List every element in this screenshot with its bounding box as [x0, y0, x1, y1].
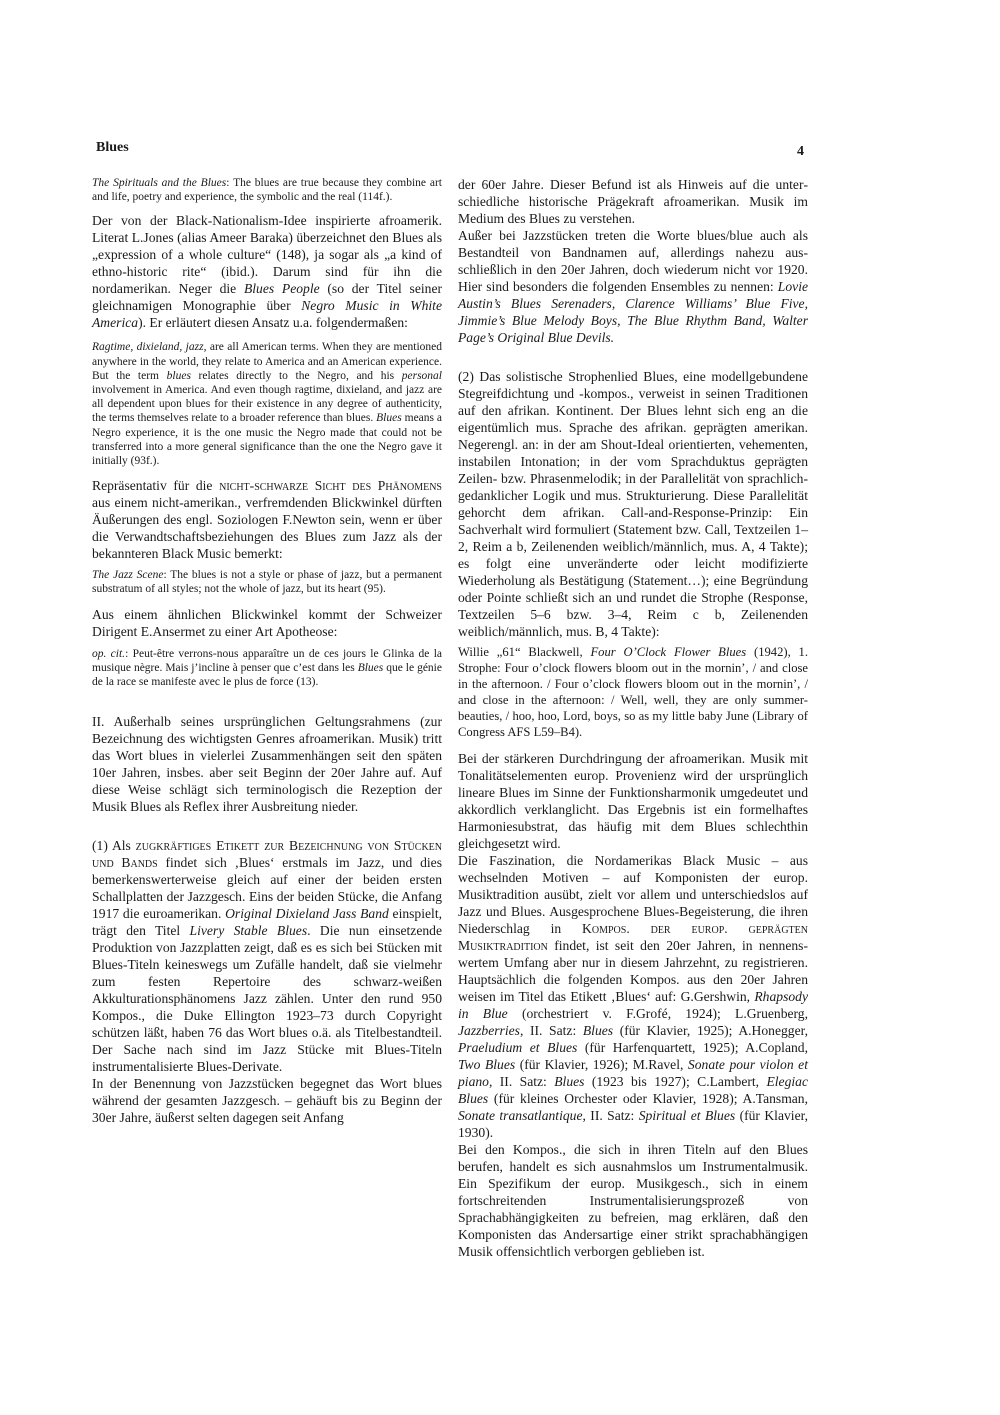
page-number: 4 — [797, 144, 804, 159]
body-paragraph: II. Außerhalb seines ursprünglichen Geltungsrahmens (zur Bezeichnung des wichtigsten Genres afroamerikan. Musik) tritt das Wort blues in vielerlei Zusammenhängen seit den späten 10er Jahren, insbes. aber seit Beginn der 20er Jahre auf. Auf diese Weise schlägt sich terminologisch die Rezeption der Musik Blues als Reflex ihrer Ausbreitung nieder. — [92, 714, 442, 815]
example-paragraph: Willie „61“ Blackwell, Four O’Clock Flower Blues (1942), 1. Strophe: Four o’clock flowers bloom out in the mornin’, / and close in the afternoon. / Four o’clock flowers bloom out in the mornin’, / and close in the afternoon: / Well, well, they are only summer-beauties, / hoo, hoo, Lord, boys, so as my little baby June (Library of Congress AFS L59–B4). — [458, 645, 809, 739]
body-paragraph: der 60er Jahre. Dieser Befund ist als Hinweis auf die unterschiedliche historische Prägekraft afroamerikan. Musik im Medium des Blues zu verstehen. — [458, 177, 808, 226]
body-paragraph: Repräsentativ für die nicht-schwarze Sicht des Phänomens aus einem nicht-amerikan., verfremdenden Blickwinkel dürften Äußerungen des engl. Soziologen F.Newton sein, wenn er über die Verwandtschaftsbeziehungen des Blues zum Jazz als der bekannteren Black Music bemerkt: — [92, 478, 442, 562]
running-head: Blues — [96, 140, 129, 155]
quote-paragraph: The Jazz Scene: The blues is not a style or phase of jazz, but a permanent substratum of all styles; not the whole of jazz, but its heart (95). — [92, 569, 442, 596]
body-paragraph: (2) Das solistische Strophenlied Blues, eine modellgebundene Stegreifdichtung und -kompos., verweist in seinen Traditionen auf den afrikan. Kontinent. Der Blues lehnt sich eng an die eigentümlich mus. Sprache des afrikan. geprägten amerikan. Negerengl. an: in der am Shout-Ideal orientierten, vehementen, instabilen Intonation; in der vom Sprachduktus geprägten Zeilen- bzw. Phrasenmelodik; in der Parallelität von sprachlich-gedanklicher Logik und mus. Strukturierung. Diese Parallelität gehorcht dem afrikan. Call-and-Response-Prinzip: Ein Sachverhalt wird formuliert (Statement bzw. Call, Textzeilen 1–2, Reim a b, Zeilenenden weiblich/männlich, mus. A, 4 Takte); es folgt eine unveränderte oder leicht modifizierte Wiederholung als Bestätigung (Statement…); eine Begründung oder Pointe schließt sich an und rundet die Strophe (Response, Textzeilen 5–6 bzw. 3–4, Reim c b, Zeilenenden weiblich/männlich, mus. B, 4 Takte): — [458, 369, 808, 639]
body-paragraph: Bei der stärkeren Durchdringung der afroamerikan. Musik mit Tonalitätselementen europ. Provenienz wird der ursprünglich lineare Blues im Sinne der Funktionsharmonik umgedeutet und akkordlich verklanglicht. Das Ergebnis ist ein formelhaftes Harmoniesubstrat, das häufig mit dem Blues schlechthin gleichgesetzt wird. — [458, 751, 808, 851]
body-paragraph: (1) Als zugkräftiges Etikett zur Bezeichnung von Stücken und Bands findet sich ‚Blues‘ erstmals im Jazz, und dies bemerkenswerterweise gleich auf einer der beiden ersten Schallplatten der Jazzgesch. Eins der beiden Stücke, die Anfang 1917 die euroamerikan. Original Dixieland Jass Band einspielt, trägt den Titel Livery Stable Blues. Die nun einsetzende Produktion von Jazzplatten zeigt, daß es es sich bei Stücken mit Blues-Titeln keineswegs um Zufälle handelt, daß sie vielmehr zum festen Repertoire des schwarz-weißen Akkulturationsphänomens Jazz zählen. Unter den rund 950 Kompos., die Duke Ellington 1923–73 durch Copyright schützen läßt, haben 76 das Wort blues o.ä. als Titelbestandteil. Der Sache nach sind im Jazz Stücke mit Blues-Titeln instrumentalisierte Blues-Derivate. — [92, 838, 442, 1075]
body-paragraph: Die Faszination, die Nordamerikas Black Music – aus wechselnden Motiven – auf Komponisten der europ. Musiktradition ausübt, zielt vor allem und unterschiedslos auf Jazz und Blues. Ausgesprochene Blues-Begeisterung, die ihren Niederschlag in Kompos. der europ. geprägten Musiktradition findet, ist seit den 20er Jahren, in nennenswertem Umfang aber nur in diesem Jahrzehnt, zu registrieren. Hauptsächlich die folgenden Kompos. aus den 20er Jahren weisen im Titel das Etikett ‚Blues‘ auf: G.Gershwin, Rhapsody in Blue (orchestriert v. F.Grofé, 1924); L.Gruenberg, Jazzberries, II. Satz: Blues (für Klavier, 1925); A.Honegger, Praeludium et Blues (für Harfenquartett, 1925); A.Copland, Two Blues (für Klavier, 1926); M.Ravel, Sonate pour violon et piano, II. Satz: Blues (1923 bis 1927); C.Lambert, Elegiac Blues (für kleines Orchester oder Klavier, 1928); A.Tansman, Sonate transatlantique, II. Satz: Spiritual et Blues (für Klavier, 1930). — [458, 853, 809, 1140]
body-paragraph: Bei den Kompos., die sich in ihren Titeln auf den Blues berufen, handelt es sich ausnahmslos um Instrumentalmusik. Ein Spezifikum der europ. Musikgesch., sich in einem fortschreitenden Instrumentalisierungsprozeß von Sprachabhängigkeiten zu befreien, mag erklären, daß den Komponisten das Andersartige einer strikt sprachabhängigen Musik offensichtlich verborgen geblieben ist. — [458, 1142, 808, 1259]
quote-paragraph: The Spirituals and the Blues: The blues are true because they combine art and life, poetry and experience, the symbolic and the real (114f.). — [92, 177, 442, 204]
left-column — [92, 176, 442, 1126]
right-column — [458, 176, 808, 1260]
body-paragraph: Außer bei Jazzstücken treten die Worte blues/blue auch als Bestandteil von Bandnamen auf, allerdings nahezu ausschließlich in den 20er Jahren, doch wiederum nicht vor 1920. Hier sind besonders die folgenden Ensembles zu nennen: Lovie Austin’s Blues Serenaders, Clarence Williams’ Blue Five, Jimmie’s Blue Melody Boys, The Blue Rhythm Band, Walter Page’s Original Blue Devils. — [458, 228, 808, 345]
body-paragraph: In der Benennung von Jazzstücken begegnet das Wort blues während der gesamten Jazzgesch. – gehäuft bis zu Beginn der 30er Jahre, äußerst selten dagegen seit Anfang — [92, 1076, 442, 1126]
quote-paragraph: op. cit.: Peut-être verrons-nous apparaître un de ces jours le Glinka de la musique nègre. Mais j’incline à penser que c’est dans les Blues que le génie de la race se manifeste avec le plus de force (13). — [92, 647, 442, 689]
body-paragraph: Aus einem ähnlichen Blickwinkel kommt der Schweizer Dirigent E.Ansermet zu einer Art Apotheose: — [92, 606, 442, 639]
body-paragraph: Der von der Black-Nationalism-Idee inspirierte afroamerik. Literat L.Jones (alias Ameer Baraka) überzeichnet den Blues als „expression of a whole culture“ (148), ja sogar als „a kind of ethno-historic rite“ (ibid.). Darum sind für ihn die nordamerikan. Neger die Blues People (so der Titel seiner gleichnamigen Monographie über Negro Music in White America). Er erläutert diesen Ansatz u.a. folgendermaßen: — [92, 213, 443, 331]
quote-paragraph: Ragtime, dixieland, jazz, are all American terms. When they are mentioned anywhere in the world, they relate to America and an American experience. But the term blues relates directly to the Negro, and his personal involvement in America. And even though ragtime, dixieland, and jazz are all dependent upon blues for their existence in any degree of authenticity, the terms themselves relate to a broader reference than blues. Blues means a Negro experience, it is the one music the Negro made that could not be transferred into a more general significance than the one the Negro gave it initially (93f.). — [92, 341, 443, 468]
